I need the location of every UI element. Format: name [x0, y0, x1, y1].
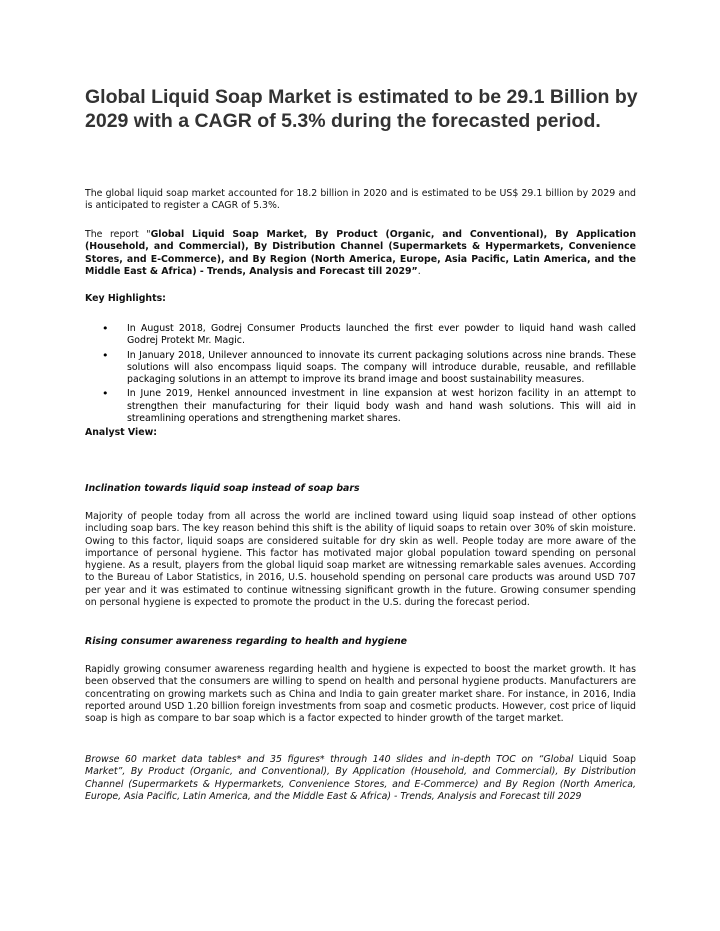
key-highlights-heading: Key Highlights: [85, 293, 166, 304]
browse-paragraph [85, 754, 636, 803]
report-name: Global Liquid Soap Market, By Product (Organic, and Conventional), By Application (Household, and Commercial), By Distribution Channel (Supermarkets & Hypermarkets, Convenience Stores, and E-Commerce), and By Region (North America, Europe, Asia Pacific, Latin America, and the Middle East & Africa) - Trends, Analysis and Forecast till 2029” [85, 229, 637, 277]
page-title: Global Liquid Soap Market is estimated to be 29.1 Billion by 2029 with a CAGR of 5.3% during the forecasted period. [85, 86, 638, 132]
intro-paragraph [85, 188, 636, 213]
intro-text: The global liquid soap market accounted for 18.2 billion in 2020 and is estimated to be US$ 29.1 billion by 2029 and is anticipated to register a CAGR of 5.3%. [85, 188, 636, 212]
report-paragraph [85, 229, 636, 278]
browse-part2: Liquid Soap [573, 754, 636, 765]
section1-heading: Inclination towards liquid soap instead of soap bars [85, 483, 360, 494]
section2-heading: Rising consumer awareness regarding to health and hygiene [85, 636, 408, 647]
section2-paragraph [85, 664, 636, 725]
highlight-text: In August 2018, Godrej Consumer Products launched the first ever powder to liquid hand wash called Godrej Protekt Mr. Magic. [127, 323, 636, 347]
section1-text: Majority of people today from all across the world are inclined toward using liquid soap instead of other options including soap bars. The key reason behind this shift is the ability of liquid soaps to retain over 30% of skin moisture. Owing to this factor, liquid soaps are considered suitable for dry skin as well. People today are more aware of the importance of personal hygiene. This factor has motivated major global population toward spending on personal hygiene. As a result, players from the global liquid soap market are witnessing remarkable sales avenues. According to the Bureau of Labor Statistics, in 2016, U.S. household spending on personal care products was around USD 707 per year and it was estimated to continue witnessing significant growth in the future. Growing consumer spending on personal hygiene is expected to promote the product in the U.S. during the forecast period. [85, 511, 636, 609]
section2-text: Rapidly growing consumer awareness regarding health and hygiene is expected to boost the market growth. It has been observed that the consumers are willing to spend on health and personal hygiene products. Manufacturers are concentrating on growing markets such as China and India to gain greater market share. For instance, in 2016, India reported around USD 1.20 billion foreign investments from soap and cosmetic products. However, cost price of liquid soap is high as compare to bar soap which is a factor expected to hinder growth of the target market. [85, 664, 636, 725]
bullet-icon: • [102, 387, 109, 401]
browse-text [85, 754, 636, 803]
list-item [85, 388, 636, 425]
browse-part3: Market”, By Product (Organic, and Conventional), By Application (Household, and Commercial), By Distribution Channel (Supermarkets & Hypermarkets, Convenience Stores, and E-Commerce) and By Region (North America, Europe, Asia Pacific, Latin America, and the Middle East & Africa) - Trends, Analysis and Forecast till 2029 [85, 766, 636, 802]
highlight-text: In January 2018, Unilever announced to innovate its current packaging solutions across nine brands. These solutions will also encompass liquid soaps. The company will introduce durable, reusable, and refillable packaging solutions in an attempt to improve its brand image and boost sustainability measures. [127, 349, 636, 386]
highlights-list [85, 323, 636, 427]
list-item [85, 323, 636, 348]
report-suffix: . [417, 265, 421, 277]
analyst-view-heading: Analyst View: [85, 427, 157, 438]
report-text [85, 229, 636, 278]
bullet-icon: • [102, 322, 109, 335]
report-prefix: The report " [85, 229, 151, 240]
bullet-icon: • [102, 348, 109, 362]
highlight-text: In June 2019, Henkel announced investment in line expansion at west horizon facility in an attempt to strengthen their manufacturing for their liquid body wash and hand wash solutions. This will aid in streamlining operations and strengthening market shares. [127, 388, 636, 425]
section1-paragraph [85, 511, 636, 609]
list-item [85, 350, 636, 387]
browse-part1: Browse 60 market data tables* and 35 figures* through 140 slides and in-depth TOC on “Global [85, 754, 574, 765]
